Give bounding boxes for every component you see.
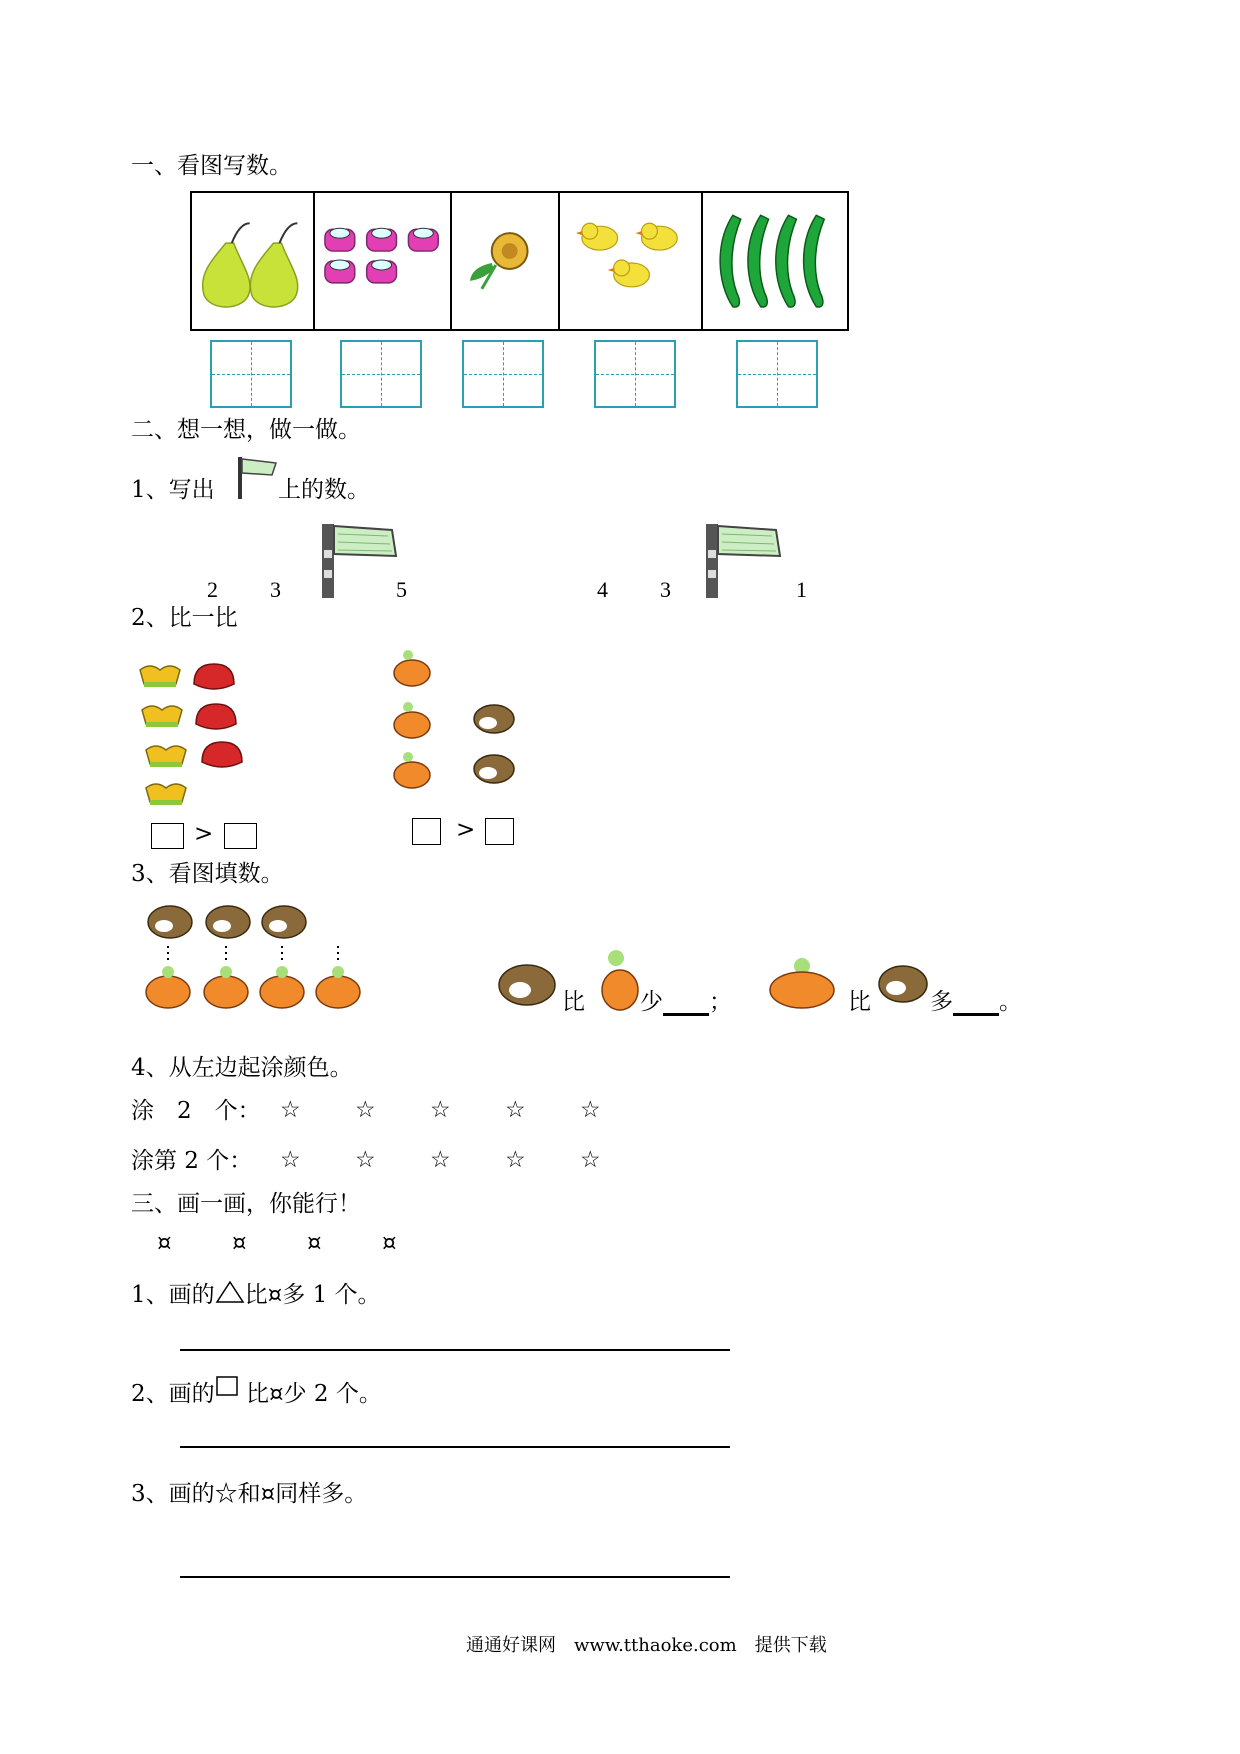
draw-line-3[interactable] bbox=[180, 1576, 730, 1578]
seqA-1: 2 bbox=[207, 577, 218, 602]
q3-shao: 少 ； bbox=[640, 989, 732, 1015]
q3-duo: 多 。 bbox=[930, 989, 1022, 1015]
s3-q3: 3、画的☆和¤同样多。 bbox=[131, 1481, 368, 1507]
q4-row2-label: 涂第 2 个： bbox=[131, 1148, 253, 1174]
q4-row1-star-1[interactable]: ☆ bbox=[280, 1097, 301, 1123]
answer-box-2[interactable] bbox=[340, 340, 422, 408]
bears-deer-matching-image bbox=[138, 900, 378, 1018]
seqB-1: 4 bbox=[597, 577, 608, 602]
sym-3: ¤ bbox=[307, 1230, 322, 1256]
q4-row1-star-2[interactable]: ☆ bbox=[355, 1097, 376, 1123]
sym-1: ¤ bbox=[157, 1230, 172, 1256]
seqB-2: 3 bbox=[660, 577, 671, 602]
section1-title: 一、看图写数。 bbox=[131, 153, 292, 179]
q3-blank-2[interactable] bbox=[953, 993, 999, 1016]
q4-title: 4、从左边起涂颜色。 bbox=[131, 1055, 353, 1081]
bear-icon bbox=[876, 960, 930, 1006]
seqB-3: 1 bbox=[796, 577, 807, 602]
gt-sign-2: > bbox=[456, 817, 476, 843]
seqA-2: 3 bbox=[270, 577, 281, 602]
answer-box-1[interactable] bbox=[210, 340, 292, 408]
answer-box-5[interactable] bbox=[736, 340, 818, 408]
q1-label: 1、写出 bbox=[131, 477, 215, 503]
bear-icon bbox=[496, 958, 558, 1010]
section2-title: 二、想一想，做一做。 bbox=[131, 417, 361, 443]
q3-bi-1: 比 bbox=[562, 989, 585, 1015]
draw-line-2[interactable] bbox=[180, 1446, 730, 1448]
compare-box-2[interactable] bbox=[224, 823, 257, 849]
answer-box-3[interactable] bbox=[462, 340, 544, 408]
footer-text: 通通好课网 www.tthaoke.com 提供下载 bbox=[466, 1635, 827, 1656]
answer-box-4[interactable] bbox=[594, 340, 676, 408]
flag-icon bbox=[318, 520, 400, 598]
q4-row2-star-2[interactable]: ☆ bbox=[355, 1147, 376, 1173]
q2-title: 2、比一比 bbox=[131, 605, 238, 631]
seqA-3: 5 bbox=[396, 577, 407, 602]
s3-q1: 1、画的 比¤多 1 个。 bbox=[131, 1282, 381, 1308]
flower-image bbox=[452, 193, 559, 329]
deer-icon bbox=[766, 956, 838, 1012]
flag-icon bbox=[702, 520, 784, 598]
q4-row2-star-5[interactable]: ☆ bbox=[580, 1147, 601, 1173]
sym-2: ¤ bbox=[232, 1230, 247, 1256]
chicks-image bbox=[560, 193, 703, 329]
q3-blank-1[interactable] bbox=[663, 993, 709, 1016]
flag-icon bbox=[236, 455, 280, 501]
q3-bi-2: 比 bbox=[848, 989, 871, 1015]
q1-post: 上的数。 bbox=[278, 477, 370, 503]
section3-title: 三、画一画，你能行！ bbox=[131, 1191, 361, 1217]
square-icon bbox=[215, 1375, 239, 1399]
q4-row1-label: 涂 2 个： bbox=[131, 1098, 261, 1124]
picture-row bbox=[190, 191, 849, 331]
triangle-icon bbox=[215, 1280, 245, 1304]
q4-row2-star-4[interactable]: ☆ bbox=[505, 1147, 526, 1173]
cucumbers-image bbox=[703, 193, 847, 329]
gt-sign-1: > bbox=[194, 821, 214, 847]
sym-4: ¤ bbox=[382, 1230, 397, 1256]
flowers-compare-image bbox=[130, 660, 270, 808]
compare-box-4[interactable] bbox=[485, 818, 514, 845]
s3-q2: 2、画的 比¤少 2 个。 bbox=[131, 1375, 382, 1408]
deer-bear-compare-image bbox=[388, 643, 526, 793]
q4-row1-star-3[interactable]: ☆ bbox=[430, 1097, 451, 1123]
compare-box-3[interactable] bbox=[412, 818, 441, 845]
q4-row2-star-3[interactable]: ☆ bbox=[430, 1147, 451, 1173]
deer-icon bbox=[596, 946, 642, 1014]
compare-box-1[interactable] bbox=[151, 823, 184, 849]
cups-image bbox=[315, 193, 452, 329]
pears-image bbox=[192, 193, 315, 329]
q4-row1-star-4[interactable]: ☆ bbox=[505, 1097, 526, 1123]
q4-row2-star-1[interactable]: ☆ bbox=[280, 1147, 301, 1173]
draw-line-1[interactable] bbox=[180, 1349, 730, 1351]
q4-row1-star-5[interactable]: ☆ bbox=[580, 1097, 601, 1123]
q3-title: 3、看图填数。 bbox=[131, 861, 284, 887]
